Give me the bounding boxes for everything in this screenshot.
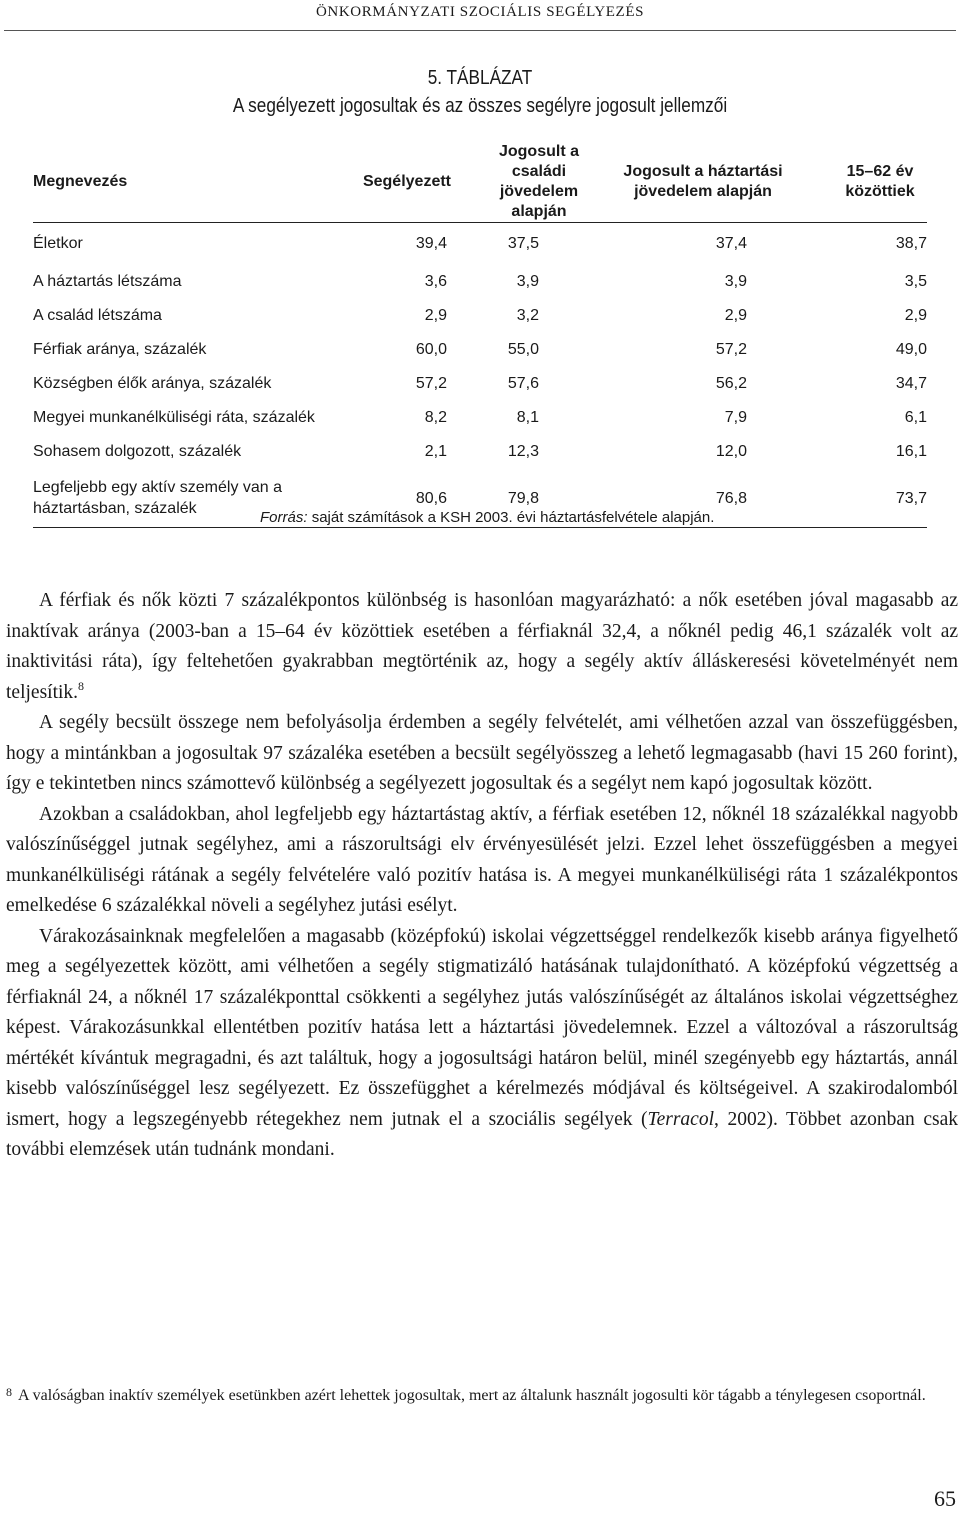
row-label: Megyei munkanélküliségi ráta, százalék: [33, 409, 315, 426]
cell-value: 2,1: [424, 443, 447, 460]
paragraph: [6, 586, 958, 708]
citation: Terracol: [647, 1108, 715, 1130]
footnote-number: 8: [6, 1385, 12, 1399]
footnote-ref: 8: [78, 678, 85, 693]
cell-value: 76,8: [603, 469, 793, 528]
cell-value: 60,0: [415, 341, 447, 358]
data-table: [33, 142, 927, 528]
cell-value: 3,2: [516, 307, 539, 324]
cell-value: 49,0: [895, 341, 927, 358]
cell-value: 8,1: [516, 409, 539, 426]
running-header: ÖNKORMÁNYZATI SZOCIÁLIS SEGÉLYEZÉS: [315, 4, 645, 20]
body-text: [6, 586, 958, 1166]
cell-value: 80,6: [351, 469, 451, 528]
paragraph: A segély becsült összege nem befolyásolja érdemben a segély felvételét, ami vélhetően azzal van összefüggésben, hogy a mintánkban a jogosultak 97 százaléka esetében a becsült segélyösszeg a lehető legmagasabb (havi 15 260 forint), így e tekintetben nincs számottevő különbség a segélyezett jogosultak és a segélyt nem kapó jogosultak között.: [6, 712, 958, 794]
paragraph: [6, 922, 958, 1166]
paragraph-text: A férfiak és nők közti 7 százalékpontos különbség is hasonlóan magyarázható: a nők esetében jóval magasabb az inaktívak aránya (2003-ban a 15–64 év közöttiek esetében a férfiaknál 32,4, a nőknél pedig 46,1 százalék volt az inaktivitási ráta), így feltehetően gyakrabban megtörténik az, hogy a segély aktív álláskeresési követelményét nem teljesítik.: [6, 590, 958, 703]
cell-value: 3,5: [904, 273, 927, 290]
column-header: [451, 142, 603, 223]
row-label: A háztartás létszáma: [33, 273, 182, 290]
table-header-row: [33, 142, 927, 223]
row-label: Férfiak aránya, százalék: [33, 341, 207, 358]
table-row: [33, 299, 927, 333]
table-source: [260, 509, 714, 526]
cell-value: 37,5: [507, 235, 539, 252]
column-header: Segélyezett: [351, 142, 451, 223]
cell-value: 39,4: [415, 235, 447, 252]
source-label: Forrás:: [260, 509, 308, 526]
cell-value: 56,2: [715, 375, 747, 392]
cell-value: 12,0: [715, 443, 747, 460]
cell-value: 2,9: [904, 307, 927, 324]
cell-value: 7,9: [724, 409, 747, 426]
table-row: [33, 435, 927, 469]
table-row: [33, 333, 927, 367]
cell-value: 55,0: [507, 341, 539, 358]
cell-value: 73,7: [793, 469, 927, 528]
cell-value: 2,9: [424, 307, 447, 324]
column-header-text: Jogosult a családi jövedelem alapján: [498, 143, 579, 220]
cell-value: 34,7: [895, 375, 927, 392]
cell-value: 57,2: [415, 375, 447, 392]
table-row: [33, 367, 927, 401]
column-header: [793, 142, 927, 223]
cell-value: 38,7: [895, 235, 927, 252]
footnote: [6, 1380, 958, 1408]
paragraph: Azokban a családokban, ahol legfeljebb egy háztartástag aktív, a férfiak esetében 12, nőknél 18 százalékkal nagyobb valószínűséggel jutnak segélyhez, ami a rászorultsági elv érvényesülését jelzi. Ezzel lehet összefüggésben a megyei munkanélküliségi rátának a segély felvételére való pozitív hatása is. A megyei munkanélküliségi ráta 1 százalékpontos emelkedése 6 százalékkal növeli a segélyhez jutási esélyt.: [6, 803, 958, 916]
row-label: Legfeljebb egy aktív személy van a háztartásban, százalék: [33, 469, 351, 528]
source-text: saját számítások a KSH 2003. évi háztartásfelvétele alapján.: [311, 509, 715, 526]
cell-value: 57,6: [507, 375, 539, 392]
cell-value: 57,2: [715, 341, 747, 358]
cell-value: 6,1: [904, 409, 927, 426]
cell-value: 79,8: [451, 469, 603, 528]
cell-value: 2,9: [724, 307, 747, 324]
row-label: Életkor: [33, 235, 83, 252]
cell-value: 3,6: [424, 273, 447, 290]
row-label: A család létszáma: [33, 307, 162, 324]
row-label: Községben élők aránya, százalék: [33, 375, 272, 392]
table-heading: [67, 64, 893, 120]
column-header: [603, 142, 793, 223]
table-row: [33, 401, 927, 435]
table-number: 5. TÁBLÁZAT: [427, 67, 533, 89]
footnote-text: A valóságban inaktív személyek esetünkben azért lehettek jogosultak, mert az általunk használt jogosulti kör tágabb a ténylegesen csoportnál.: [18, 1387, 926, 1404]
table-row: [33, 265, 927, 299]
table-row: [33, 223, 927, 266]
paragraph-text: , 2002). Többet azonban csak további elemzések után tudnánk mondani.: [6, 1108, 958, 1160]
column-header-text: Jogosult a háztartási jövedelem alapján: [623, 163, 783, 200]
page-number: 65: [934, 1486, 956, 1511]
column-header-text: 15–62 év közöttiek: [845, 163, 915, 200]
cell-value: 12,3: [507, 443, 539, 460]
header-rule: [4, 30, 956, 31]
cell-value: 16,1: [895, 443, 927, 460]
cell-value: 37,4: [715, 235, 747, 252]
cell-value: 8,2: [424, 409, 447, 426]
cell-value: 3,9: [724, 273, 747, 290]
row-label: Sohasem dolgozott, százalék: [33, 443, 242, 460]
table-title: A segélyezett jogosultak és az összes segélyre jogosult jellemzői: [232, 95, 728, 117]
paragraph-text: Várakozásainknak megfelelően a magasabb (középfokú) iskolai végzettséggel rendelkezők kisebb aránya figyelhető meg a segélyezettek között, ami vélhetően a segély stigmatizáló hatásának tulajdonítható. A középfokú végzettség a férfiaknál 24, a nőknél 17 százalékponttal csökkenti a segélyhez jutás valószínűségét az általános iskolai végzettséghez képest. Várakozásunkkal ellentétben pozitív hatása lett a háztartási jövedelemnek. Ezzel a változóval a rászorultság mértékét kívántuk megragadni, és azt találtuk, hogy a jogosultsági határon belül, minél szegényebb egy háztartás, annál kisebb valószínűséggel lesz segélyezett. Ez összefügghet a kérelmezés módjával és költségeivel. A szakirodalomból ismert, hogy a legszegényebb rétegekhez nem jutnak el a szociális segélyek (: [6, 925, 958, 1130]
cell-value: 3,9: [516, 273, 539, 290]
column-header: Megnevezés: [33, 142, 351, 223]
